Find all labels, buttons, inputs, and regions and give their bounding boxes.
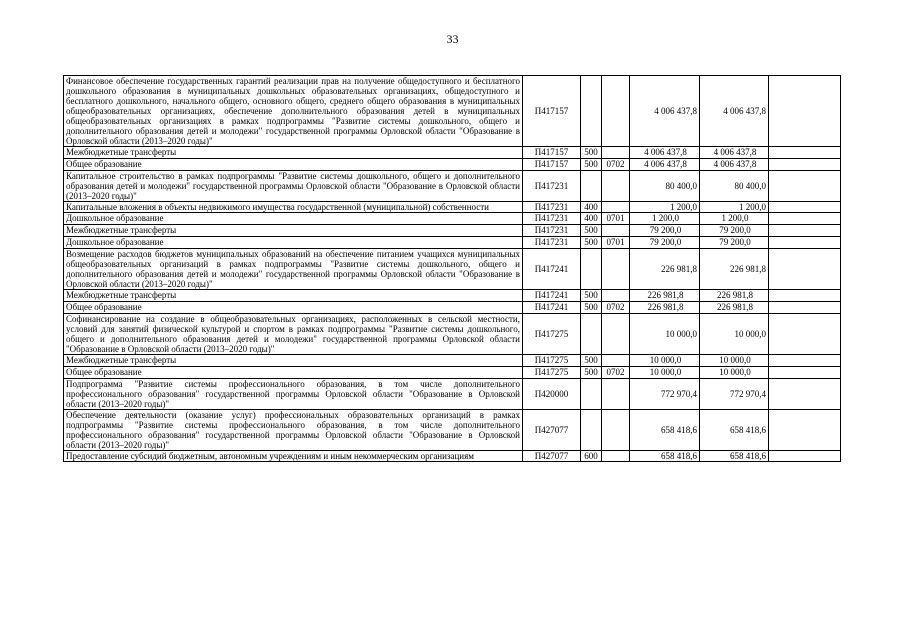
empty-cell bbox=[769, 171, 841, 202]
section-code-cell bbox=[602, 147, 630, 159]
table-row bbox=[64, 237, 841, 249]
expense-type-cell: 500 bbox=[581, 355, 602, 367]
table-row bbox=[64, 171, 841, 202]
amount-cell: 4 006 437,8 bbox=[700, 159, 769, 171]
amount-cell: 226 981,8 bbox=[700, 302, 769, 314]
expense-type-cell bbox=[581, 379, 602, 410]
expense-name-cell: Капитальное строительство в рамках подпрограммы "Развитие системы дошкольного, общего и дополнительного образования детей и молодежи" государственной программы Орловской области "Образование в Орловской области (2013–2020 годы)" bbox=[64, 171, 523, 202]
target-code-cell: П417275 bbox=[523, 355, 581, 367]
amount-cell: 772 970,4 bbox=[700, 379, 769, 410]
expense-type-cell bbox=[581, 249, 602, 290]
expense-type-cell bbox=[581, 171, 602, 202]
expense-type-cell bbox=[581, 76, 602, 147]
table-row bbox=[64, 451, 841, 462]
target-code-cell: П417241 bbox=[523, 302, 581, 314]
target-code-cell: П417231 bbox=[523, 171, 581, 202]
expense-name-cell: Возмещение расходов бюджетов муниципальных образований на обеспечение питанием учащихся муниципальных общеобразовательных организаций в рамках подпрограммы "Развитие системы дошкольного, общего и дополнительного образования детей и молодежи" государственной программы Орловской области "Образование в Орловской области (2013–2020 годы)" bbox=[64, 249, 523, 290]
expense-name-cell: Капитальные вложения в объекты недвижимого имущества государственной (муниципальной) собственности bbox=[64, 202, 523, 213]
section-code-cell bbox=[602, 410, 630, 451]
section-code-cell bbox=[602, 202, 630, 213]
table-row bbox=[64, 202, 841, 213]
empty-cell bbox=[769, 213, 841, 225]
amount-cell: 1 200,0 bbox=[700, 202, 769, 213]
section-code-cell bbox=[602, 379, 630, 410]
empty-cell bbox=[769, 225, 841, 237]
target-code-cell: П417275 bbox=[523, 314, 581, 355]
empty-cell bbox=[769, 290, 841, 302]
table-row bbox=[64, 159, 841, 171]
table-row bbox=[64, 76, 841, 147]
amount-cell: 658 418,6 bbox=[630, 451, 700, 462]
amount-cell: 10 000,0 bbox=[700, 367, 769, 379]
expense-type-cell: 600 bbox=[581, 451, 602, 462]
expense-name-cell: Дошкольное образование bbox=[64, 213, 523, 225]
expense-name-cell: Межбюджетные трансферты bbox=[64, 355, 523, 367]
table-row bbox=[64, 367, 841, 379]
expense-name-cell: Общее образование bbox=[64, 367, 523, 379]
expense-name-cell: Подпрограмма "Развитие системы профессионального образования, в том числе дополнительного профессионального образования" государственной программы Орловской области "Образование в Орловской области (2013–2020 годы)" bbox=[64, 379, 523, 410]
expense-type-cell: 500 bbox=[581, 367, 602, 379]
section-code-cell bbox=[602, 314, 630, 355]
amount-cell: 10 000,0 bbox=[630, 355, 700, 367]
table-row bbox=[64, 302, 841, 314]
target-code-cell: П417157 bbox=[523, 76, 581, 147]
empty-cell bbox=[769, 355, 841, 367]
expense-type-cell: 500 bbox=[581, 302, 602, 314]
empty-cell bbox=[769, 237, 841, 249]
amount-cell: 658 418,6 bbox=[700, 451, 769, 462]
empty-cell bbox=[769, 302, 841, 314]
amount-cell: 226 981,8 bbox=[630, 249, 700, 290]
target-code-cell: П420000 bbox=[523, 379, 581, 410]
amount-cell: 10 000,0 bbox=[700, 355, 769, 367]
amount-cell: 4 006 437,8 bbox=[630, 159, 700, 171]
amount-cell: 80 400,0 bbox=[700, 171, 769, 202]
amount-cell: 772 970,4 bbox=[630, 379, 700, 410]
empty-cell bbox=[769, 249, 841, 290]
amount-cell: 658 418,6 bbox=[700, 410, 769, 451]
expense-name-cell: Дошкольное образование bbox=[64, 237, 523, 249]
target-code-cell: П417157 bbox=[523, 159, 581, 171]
table-body bbox=[64, 76, 841, 462]
expense-type-cell: 500 bbox=[581, 147, 602, 159]
target-code-cell: П417231 bbox=[523, 202, 581, 213]
expense-type-cell: 500 bbox=[581, 225, 602, 237]
section-code-cell: 0702 bbox=[602, 302, 630, 314]
expense-name-cell: Финансовое обеспечение государственных гарантий реализации прав на получение общедоступного и бесплатного дошкольного образования в муниципальных дошкольных образовательных организациях, общедоступного и бесплатного дошкольного, начального общего, основного общего, среднего общего образования в муниципальных общеобразовательных организациях, обеспечение дополнительного образования детей в муниципальных общеобразовательных организациях в рамках подпрограммы "Развитие системы дошкольного, общего и дополнительного образования детей и молодежи" государственной программы Орловской области "Образование в Орловской области (2013–2020 годы)" bbox=[64, 76, 523, 147]
amount-cell: 10 000,0 bbox=[630, 367, 700, 379]
table-row bbox=[64, 147, 841, 159]
target-code-cell: П417231 bbox=[523, 213, 581, 225]
table-row bbox=[64, 355, 841, 367]
section-code-cell bbox=[602, 451, 630, 462]
amount-cell: 80 400,0 bbox=[630, 171, 700, 202]
amount-cell: 79 200,0 bbox=[630, 225, 700, 237]
amount-cell: 79 200,0 bbox=[630, 237, 700, 249]
budget-table bbox=[63, 75, 841, 462]
section-code-cell: 0701 bbox=[602, 237, 630, 249]
table-row bbox=[64, 249, 841, 290]
section-code-cell: 0702 bbox=[602, 159, 630, 171]
empty-cell bbox=[769, 147, 841, 159]
amount-cell: 79 200,0 bbox=[700, 225, 769, 237]
section-code-cell bbox=[602, 171, 630, 202]
amount-cell: 226 981,8 bbox=[700, 249, 769, 290]
expense-name-cell: Межбюджетные трансферты bbox=[64, 225, 523, 237]
amount-cell: 10 000,0 bbox=[700, 314, 769, 355]
target-code-cell: П417231 bbox=[523, 237, 581, 249]
amount-cell: 79 200,0 bbox=[700, 237, 769, 249]
amount-cell: 4 006 437,8 bbox=[700, 147, 769, 159]
expense-name-cell: Общее образование bbox=[64, 302, 523, 314]
expense-name-cell: Межбюджетные трансферты bbox=[64, 147, 523, 159]
expense-type-cell: 400 bbox=[581, 202, 602, 213]
target-code-cell: П417241 bbox=[523, 290, 581, 302]
target-code-cell: П427077 bbox=[523, 451, 581, 462]
empty-cell bbox=[769, 410, 841, 451]
amount-cell: 1 200,0 bbox=[700, 213, 769, 225]
expense-type-cell: 500 bbox=[581, 237, 602, 249]
expense-type-cell: 500 bbox=[581, 159, 602, 171]
empty-cell bbox=[769, 159, 841, 171]
empty-cell bbox=[769, 314, 841, 355]
table-row bbox=[64, 410, 841, 451]
amount-cell: 4 006 437,8 bbox=[630, 76, 700, 147]
section-code-cell bbox=[602, 76, 630, 147]
expense-type-cell: 400 bbox=[581, 213, 602, 225]
section-code-cell bbox=[602, 225, 630, 237]
section-code-cell bbox=[602, 290, 630, 302]
empty-cell bbox=[769, 202, 841, 213]
target-code-cell: П427077 bbox=[523, 410, 581, 451]
table-row bbox=[64, 290, 841, 302]
amount-cell: 226 981,8 bbox=[630, 290, 700, 302]
amount-cell: 4 006 437,8 bbox=[630, 147, 700, 159]
amount-cell: 1 200,0 bbox=[630, 213, 700, 225]
table-row bbox=[64, 213, 841, 225]
target-code-cell: П417231 bbox=[523, 225, 581, 237]
table-row bbox=[64, 379, 841, 410]
amount-cell: 1 200,0 bbox=[630, 202, 700, 213]
target-code-cell: П417275 bbox=[523, 367, 581, 379]
amount-cell: 226 981,8 bbox=[700, 290, 769, 302]
target-code-cell: П417157 bbox=[523, 147, 581, 159]
target-code-cell: П417241 bbox=[523, 249, 581, 290]
expense-name-cell: Предоставление субсидий бюджетным, автономным учреждениям и иным некоммерческим организациям bbox=[64, 451, 523, 462]
expense-type-cell: 500 bbox=[581, 290, 602, 302]
amount-cell: 10 000,0 bbox=[630, 314, 700, 355]
empty-cell bbox=[769, 367, 841, 379]
expense-name-cell: Обеспечение деятельности (оказание услуг) профессиональных образовательных организаций в рамках подпрограммы "Развитие системы профессионального образования, в том числе дополнительного профессионального образования" государственной программы Орловской области "Образование в Орловской области (2013–2020 годы)" bbox=[64, 410, 523, 451]
expense-name-cell: Софинансирование на создание в общеобразовательных организациях, расположенных в сельской местности, условий для занятий физической культурой и спортом в рамках подпрограммы "Развитие системы дошкольного, общего и дополнительного образования детей и молодежи" государственной программы Орловской области "Образование в Орловской области (2013–2020 годы)" bbox=[64, 314, 523, 355]
amount-cell: 658 418,6 bbox=[630, 410, 700, 451]
amount-cell: 4 006 437,8 bbox=[700, 76, 769, 147]
empty-cell bbox=[769, 451, 841, 462]
section-code-cell: 0701 bbox=[602, 213, 630, 225]
expense-name-cell: Общее образование bbox=[64, 159, 523, 171]
empty-cell bbox=[769, 379, 841, 410]
table-row bbox=[64, 314, 841, 355]
page-number: 33 bbox=[446, 32, 459, 46]
table-row bbox=[64, 225, 841, 237]
section-code-cell bbox=[602, 355, 630, 367]
section-code-cell: 0702 bbox=[602, 367, 630, 379]
amount-cell: 226 981,8 bbox=[630, 302, 700, 314]
expense-type-cell bbox=[581, 314, 602, 355]
empty-cell bbox=[769, 76, 841, 147]
section-code-cell bbox=[602, 249, 630, 290]
expense-type-cell bbox=[581, 410, 602, 451]
expense-name-cell: Межбюджетные трансферты bbox=[64, 290, 523, 302]
